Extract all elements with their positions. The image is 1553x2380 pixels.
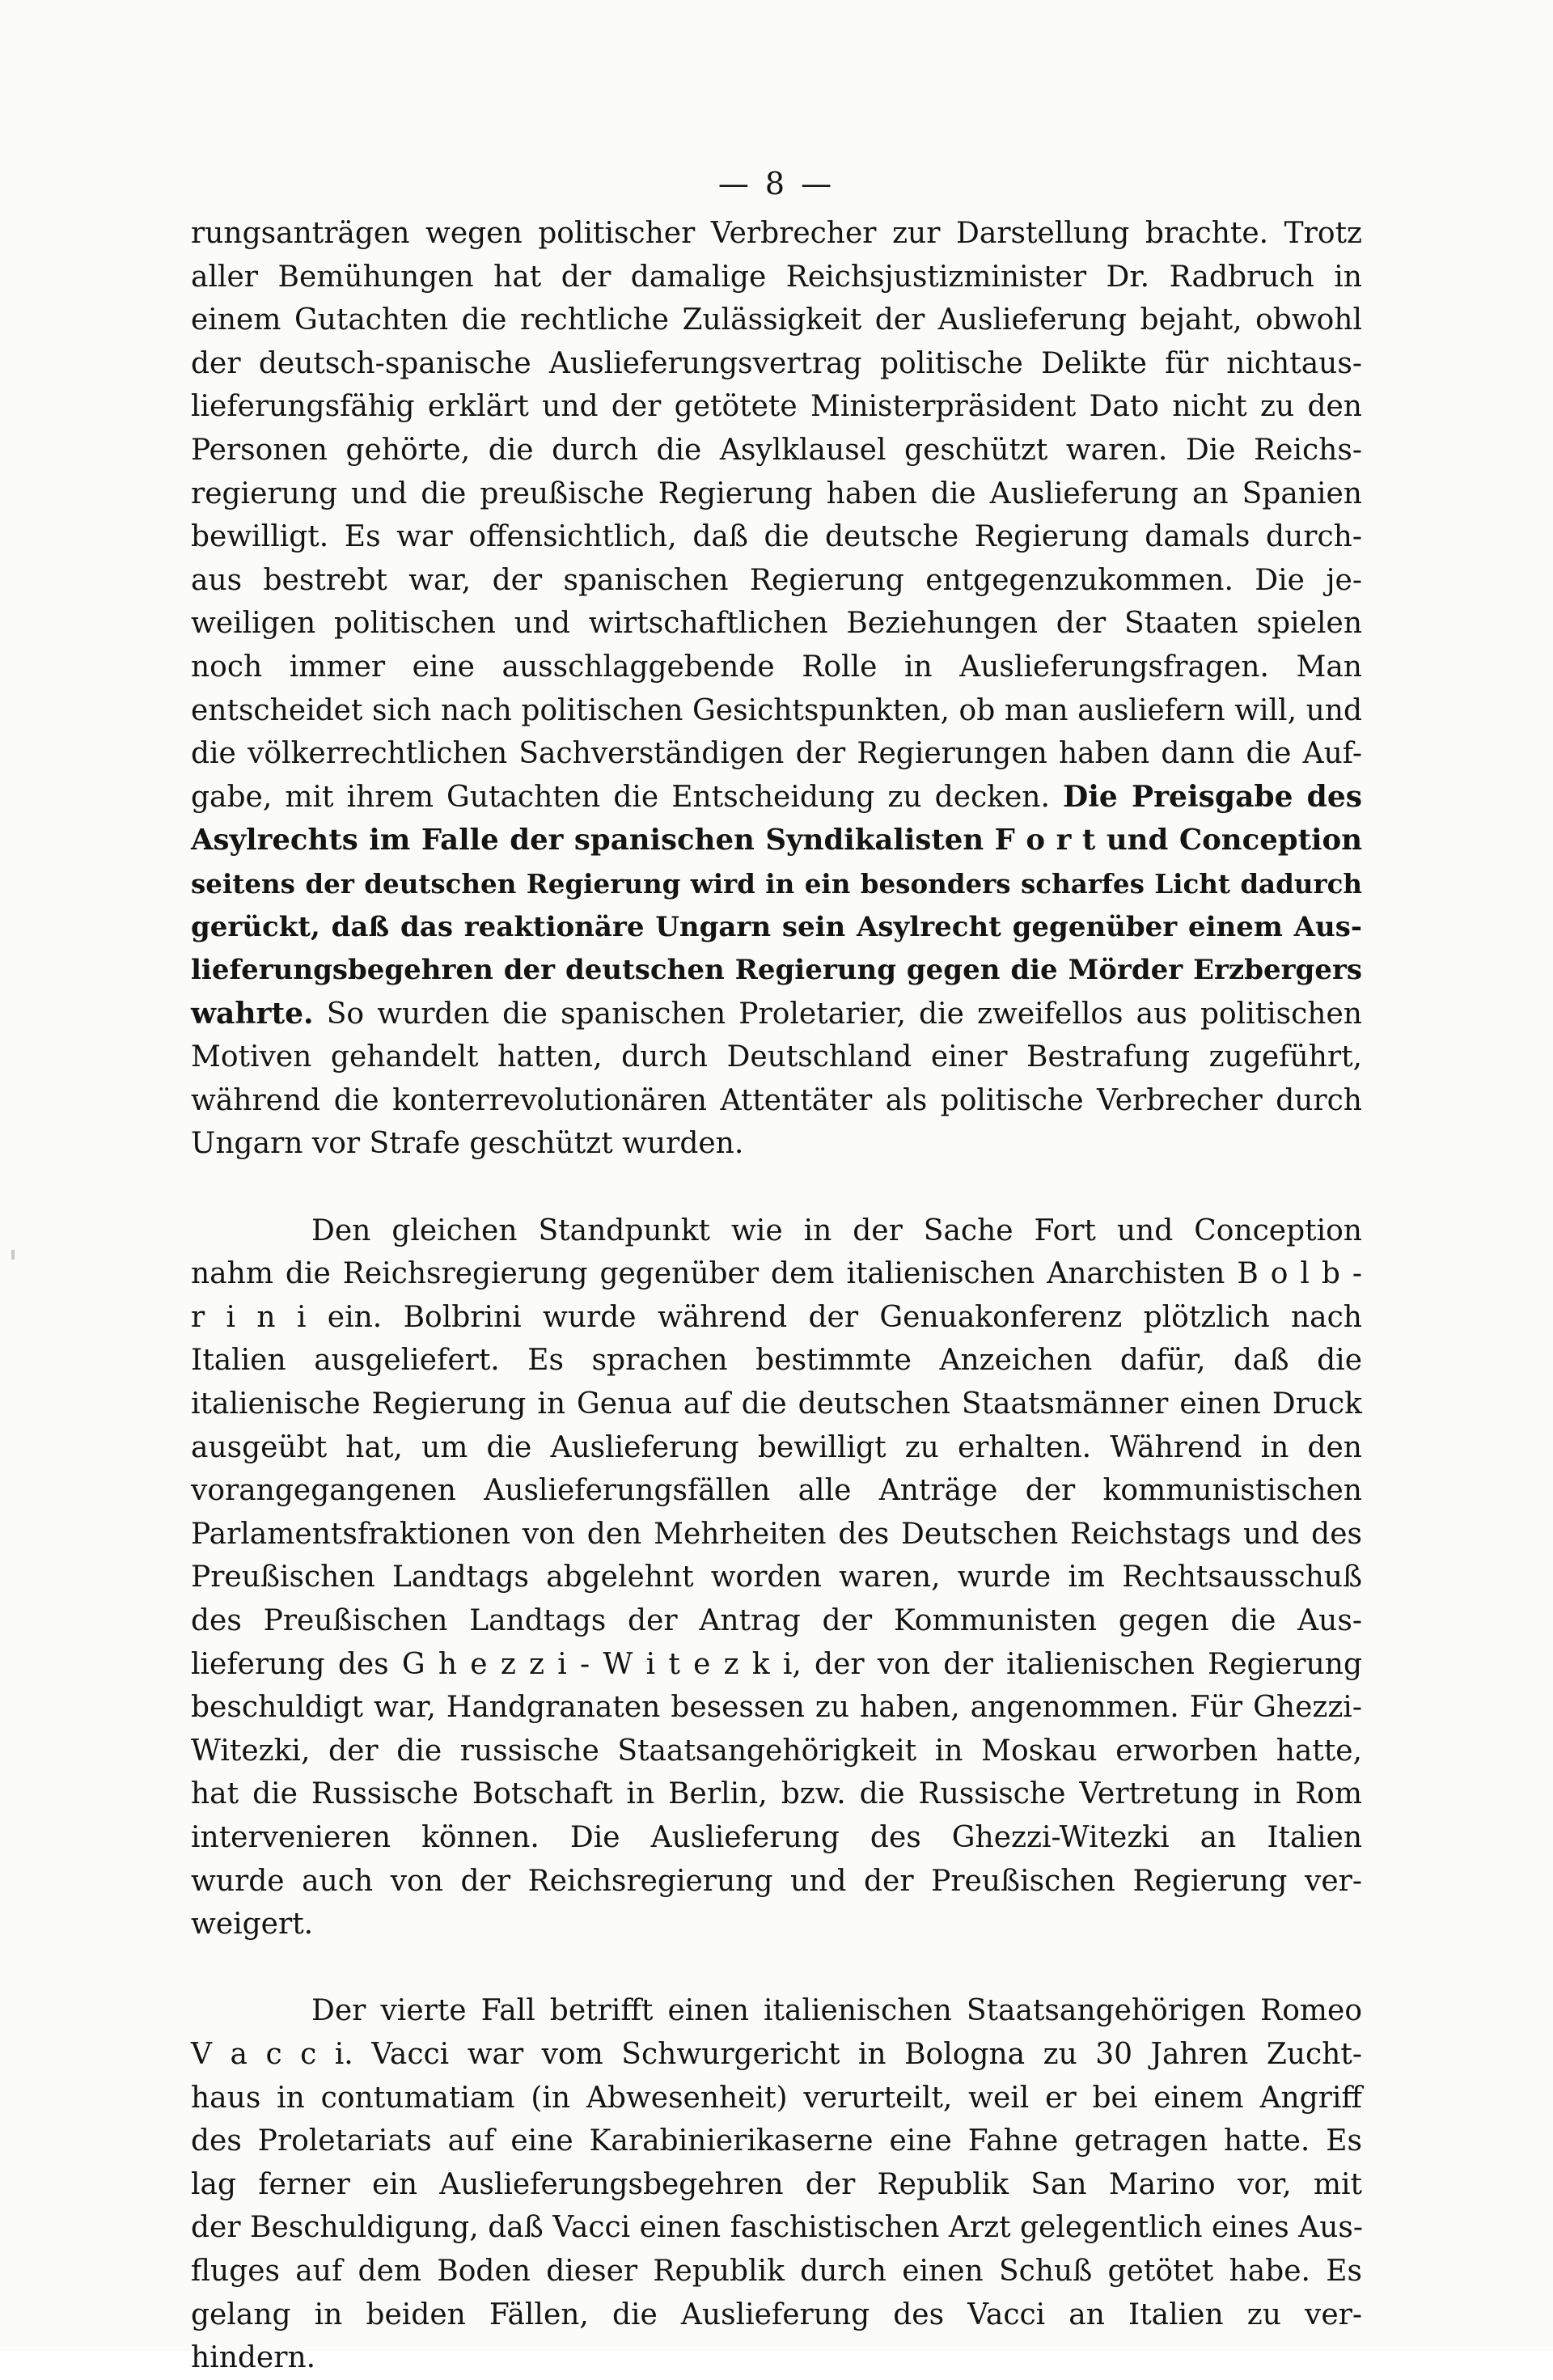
bold-text-end: wahrte. [191,996,314,1031]
bold-text-line: seitens der deutschen Regierung wird in ein besonders scharfes Licht dadurch [191,867,1362,900]
text-line: einem Gutachten die rechtliche Zulässigkeit der Auslieferung bejaht, obwohl [191,303,1362,337]
text-line: weiligen politischen und wirtschaftlichen Beziehungen der Staaten spielen [191,607,1362,641]
text-segment: So wurden die spanischen Proletarier, die zweifellos aus politischen [326,997,1362,1031]
text-line: entscheidet sich nach politischen Gesichtspunkten, ob man ausliefern will, und [191,693,1362,727]
text-line: ausgeübt hat, um die Auslieferung bewilligt zu erhalten. Während in den [191,1430,1362,1464]
text-line: die völkerrechtlichen Sachverständigen der Regierungen haben dann die Auf- [191,737,1362,771]
text-line [191,776,1362,819]
text-line: lag ferner ein Auslieferungsbegehren der Republik San Marino vor, mit [191,2167,1362,2201]
text-line: des Proletariats auf eine Karabinierikaserne eine Fahne getragen hatte. Es [191,2124,1362,2158]
text-line: fluges auf dem Boden dieser Republik durch einen Schuß getötet habe. Es [191,2254,1362,2288]
bold-text-lead: Die Preisgabe des [1063,779,1363,814]
text-line: Personen gehörte, die durch die Asylklausel geschützt waren. Die Reichs- [191,433,1362,467]
text-line: V a c c i. Vacci war vom Schwurgericht in Bologna zu 30 Jahren Zucht- [191,2037,1362,2071]
text-line: Den gleichen Standpunkt wie in der Sache Fort und Conception [311,1213,1362,1247]
paragraph-1 [191,212,1362,1166]
page-number: — 8 — [717,166,836,201]
text-line: Parlamentsfraktionen von den Mehrheiten des Deutschen Reichstags und des [191,1517,1362,1551]
text-line: regierung und die preußische Regierung haben die Auslieferung an Spanien [191,476,1362,510]
text-line: haus in contumatiam (in Abwesenheit) verurteilt, weil er bei einem Angriff [191,2081,1362,2115]
text-line: während die konterrevolutionären Attentäter als politische Verbrecher durch [191,1083,1362,1117]
text-line: weigert. [191,1908,314,1942]
paragraph-3 [191,1989,1362,2379]
bold-text-line: gerückt, daß das reaktionäre Ungarn sein Asylrecht gegenüber einem Aus- [191,910,1362,943]
text-line: Italien ausgeliefert. Es sprachen bestimmte Anzeichen dafür, daß die [191,1344,1362,1378]
text-line: der Beschuldigung, daß Vacci einen faschistischen Arzt gelegentlich eines Aus- [191,2211,1364,2245]
text-line: aller Bemühungen hat der damalige Reichsjustizminister Dr. Radbruch in [191,260,1362,294]
text-line: der deutsch-spanische Auslieferungsvertrag politische Delikte für nichtaus- [191,346,1362,380]
text-line: vorangegangenen Auslieferungsfällen alle Anträge der kommunistischen [191,1474,1362,1508]
text-line: nahm die Reichsregierung gegenüber dem italienischen Anarchisten B o l b - [191,1257,1362,1291]
text-segment: gabe, mit ihrem Gutachten die Entscheidung zu decken. [191,780,1050,814]
text-line: bewilligt. Es war offensichtlich, daß die deutsche Regierung damals durch- [191,520,1362,554]
text-line: beschuldigt war, Handgranaten besessen zu haben, angenommen. Für Ghezzi- [191,1691,1362,1725]
text-line: Ungarn vor Strafe geschützt wurden. [191,1127,744,1161]
text-line: hindern. [191,2341,316,2375]
bold-text-line: Asylrechts im Falle der spanischen Syndikalisten F o r t und Conception [191,824,1362,858]
text-line: italienische Regierung in Genua auf die deutschen Staatsmänner einen Druck [191,1387,1362,1421]
text-line: rungsanträgen wegen politischer Verbrecher zur Darstellung brachte. Trotz [191,217,1362,250]
text-line: gelang in beiden Fällen, die Auslieferung des Vacci an Italien zu ver- [191,2297,1362,2331]
text-line: intervenieren können. Die Auslieferung des Ghezzi-Witezki an Italien [191,1820,1362,1854]
text-line: lieferungsfähig erklärt und der getötete Ministerpräsident Dato nicht zu den [191,390,1362,424]
text-line: des Preußischen Landtags der Antrag der Kommunisten gegen die Aus- [191,1604,1362,1637]
text-line: aus bestrebt war, der spanischen Regierung entgegenzukommen. Die je- [191,563,1362,597]
text-line: Preußischen Landtags abgelehnt worden waren, wurde im Rechtsausschuß [191,1561,1362,1594]
text-line: Motiven gehandelt hatten, durch Deutschland einer Bestrafung zugeführt, [191,1040,1362,1074]
text-line: wurde auch von der Reichsregierung und der Preußischen Regierung ver- [191,1864,1362,1898]
text-line: lieferung des G h e z z i - W i t e z k i, der von der italienischen Regierung [191,1647,1362,1681]
body-text [191,212,1362,2380]
text-line: noch immer eine ausschlaggebende Rolle in Auslieferungsfragen. Man [191,650,1362,684]
bold-text-line: lieferungsbegehren der deutschen Regierung gegen die Mörder Erzbergers [191,954,1362,987]
scan-speck [11,1250,15,1260]
text-line: hat die Russische Botschaft in Berlin, bzw. die Russische Vertretung in Rom [191,1777,1362,1811]
paragraph-2 [191,1209,1362,1946]
text-line [191,993,1362,1036]
text-line: Witezki, der die russische Staatsangehörigkeit in Moskau erworben hatte, [191,1734,1362,1768]
text-line: r i n i ein. Bolbrini wurde während der Genuakonferenz plötzlich nach [191,1300,1362,1334]
text-line: Der vierte Fall betrifft einen italienischen Staatsangehörigen Romeo [311,1994,1362,2028]
